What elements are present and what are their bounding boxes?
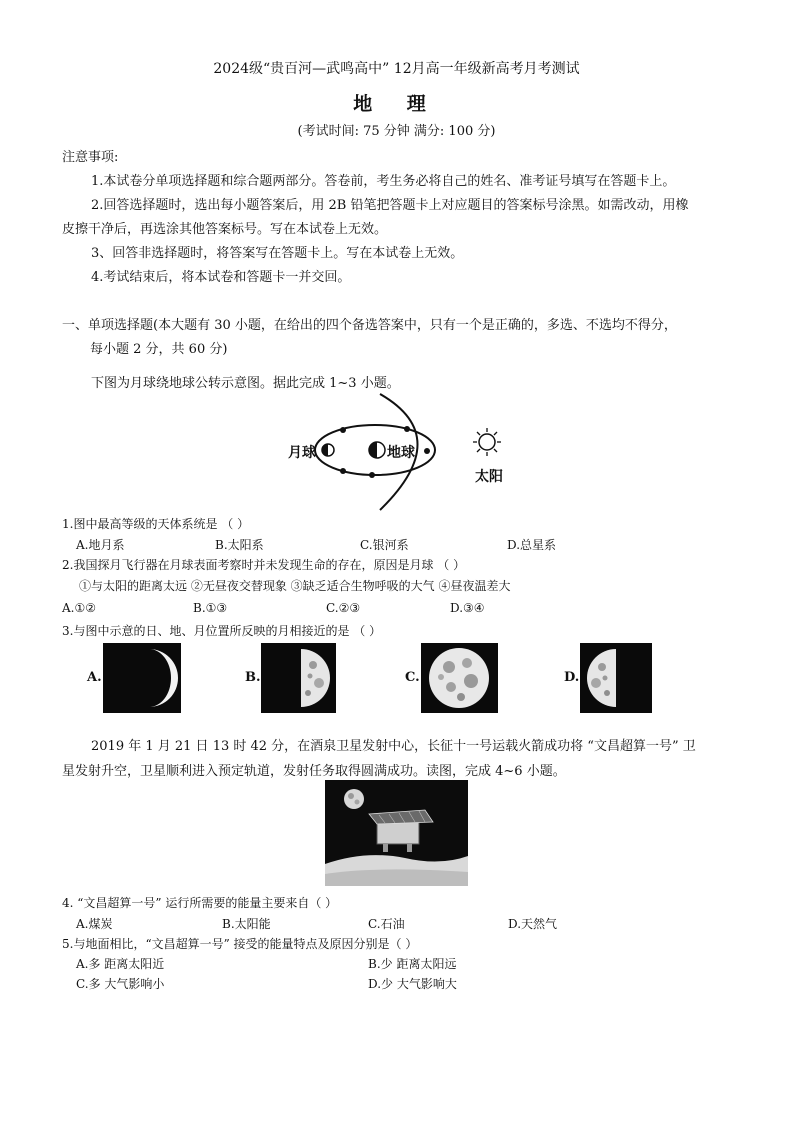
orbit-dot <box>404 426 410 432</box>
exam-info: (考试时间: 75 分钟 满分: 100 分) <box>297 124 496 139</box>
question-2: 2.我国探月飞行器在月球表面考察时并未发现生命的存在，原因是月球 （ ） <box>62 558 466 572</box>
q5-option-a: A.多 距离太阳近 <box>76 957 165 971</box>
intro-text-2: 2019 年 1 月 21 日 13 时 42 分，在酒泉卫星发射中心，长征十一号运载火箭成功将 “文昌超算一号” 卫 <box>91 739 696 754</box>
q3-option-c: C. <box>405 670 420 685</box>
note-item: 4.考试结束后，将本试卷和答题卡一并交回。 <box>91 270 351 285</box>
intro-text-2-cont: 星发射升空，卫星顺利进入预定轨道，发射任务取得圆满成功。读图，完成 4~6 小题。 <box>62 764 566 779</box>
q4-option-d: D.天然气 <box>508 917 558 931</box>
satellite-image <box>325 780 468 886</box>
q4-option-a: A.煤炭 <box>76 917 113 931</box>
q2-statements: ①与太阳的距离太远 ②无昼夜交替现象 ③缺乏适合生物呼吸的大气 ④昼夜温差大 <box>79 579 511 593</box>
sun-label: 太阳 <box>475 469 503 485</box>
notes-heading: 注意事项: <box>62 150 119 165</box>
orbit-dot <box>369 472 375 478</box>
satellite-icon <box>369 810 433 852</box>
orbit-dot <box>424 448 430 454</box>
subject-title: 地 理 <box>353 93 440 115</box>
earth-in-sky <box>344 789 364 809</box>
q2-option-c: C.②③ <box>326 601 361 615</box>
earth-label: 地球 <box>387 445 415 461</box>
question-5: 5.与地面相比，“文昌超算一号” 接受的能量特点及原因分别是（ ） <box>62 937 418 951</box>
q5-option-c: C.多 大气影响小 <box>76 977 165 991</box>
q1-option-a: A.地月系 <box>76 538 125 552</box>
note-item: 皮擦干净后，再选涂其他答案标号。写在本试卷上无效。 <box>62 222 388 237</box>
q1-option-b: B.太阳系 <box>215 538 264 552</box>
moon-phase-image-c <box>421 643 498 713</box>
q2-option-a: A.①② <box>62 601 96 615</box>
moon-label: 月球 <box>288 445 316 461</box>
q4-option-b: B.太阳能 <box>222 917 271 931</box>
moon-phase-image-a <box>103 643 181 713</box>
question-1: 1.图中最高等级的天体系统是 （ ） <box>62 517 250 531</box>
section-heading-cont: 每小题 2 分，共 60 分) <box>90 342 228 357</box>
sun-icon <box>479 434 495 450</box>
q1-option-d: D.总星系 <box>507 538 557 552</box>
moon-phase-image-d <box>580 643 652 713</box>
orbit-dot <box>340 427 346 433</box>
note-item: 3、回答非选择题时，将答案写在答题卡上。写在本试卷上无效。 <box>91 246 464 261</box>
q3-option-b: B. <box>245 670 261 685</box>
question-3: 3.与图中示意的日、地、月位置所反映的月相接近的是 （ ） <box>62 624 382 638</box>
exam-title: 2024级“贵百河—武鸣高中” 12月高一年级新高考月考测试 <box>213 61 580 77</box>
orbit-dot <box>340 468 346 474</box>
q3-option-a: A. <box>87 670 102 685</box>
note-item: 2.回答选择题时，选出每小题答案后，用 2B 铅笔把答题卡上对应题目的答案标号涂黑。如需改动，用橡 <box>91 198 689 213</box>
q4-option-c: C.石油 <box>368 917 405 931</box>
moon-phase-image-b <box>261 643 336 713</box>
section-heading: 一、单项选择题(本大题有 30 小题，在给出的四个备选答案中，只有一个是正确的，多选、不选均不得分， <box>62 318 677 333</box>
q5-option-d: D.少 大气影响大 <box>368 977 457 991</box>
q2-option-d: D.③④ <box>450 601 485 615</box>
q1-option-c: C.银河系 <box>360 538 409 552</box>
intro-text: 下图为月球绕地球公转示意图。据此完成 1~3 小题。 <box>91 376 400 391</box>
q2-option-b: B.①③ <box>193 601 228 615</box>
q3-option-d: D. <box>564 670 580 685</box>
q5-option-b: B.少 距离太阳远 <box>368 957 457 971</box>
note-item: 1.本试卷分单项选择题和综合题两部分。答卷前，考生务必将自己的姓名、准考证号填写在答题卡上。 <box>91 174 676 189</box>
question-4: 4. “文昌超算一号” 运行所需要的能量主要来自（ ） <box>62 896 338 910</box>
